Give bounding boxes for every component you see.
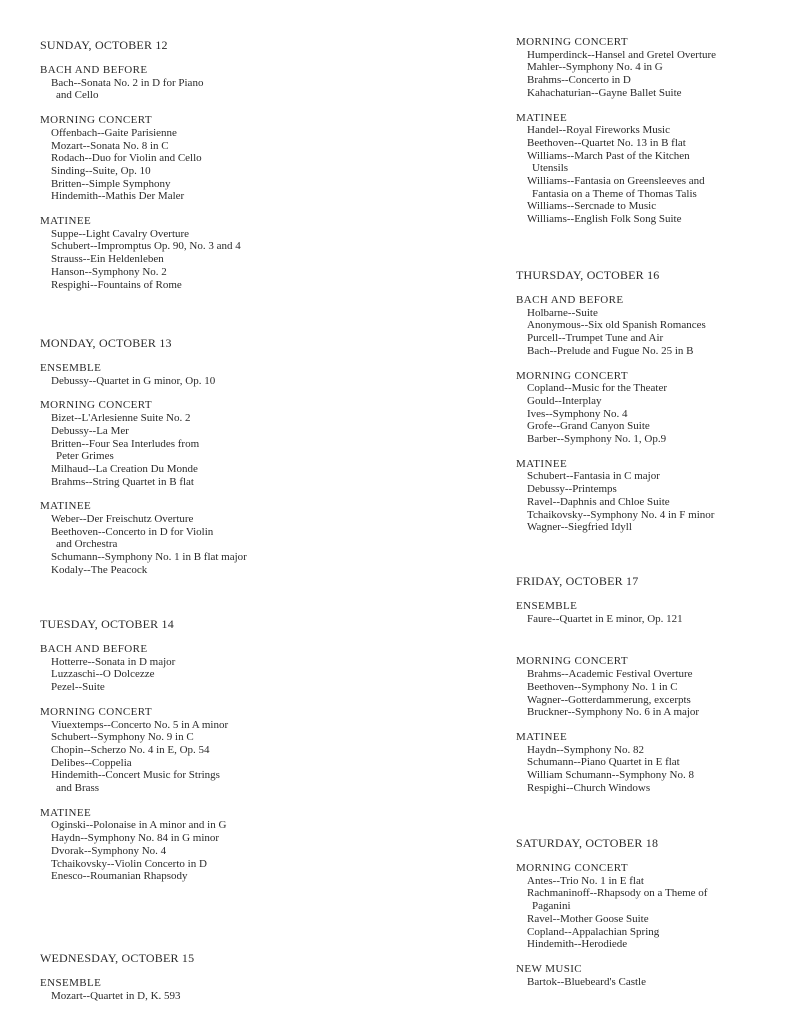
day-block-thursday-october-16 (516, 268, 786, 546)
section-title: BACH AND BEFORE (40, 643, 148, 655)
day-heading: FRIDAY, OCTOBER 17 (516, 574, 639, 588)
program-item (40, 253, 390, 266)
program-item-text: Beethoven--Concerto in D for Violin (51, 525, 214, 538)
program-item-text: Tchaikovsky--Symphony No. 4 in F minor (527, 508, 715, 521)
program-item (516, 706, 786, 719)
day-block-continued (516, 36, 786, 238)
section-matinee (516, 458, 786, 534)
program-item (40, 526, 390, 551)
program-item (40, 719, 390, 732)
section-ensemble (40, 362, 390, 387)
day-block-sunday-october-12 (40, 38, 390, 303)
section-title: NEW MUSIC (516, 962, 583, 975)
program-item (516, 61, 786, 74)
program-item-text: Hanson--Symphony No. 2 (51, 265, 167, 278)
program-item-text: Williams--Sercnade to Music (527, 200, 657, 213)
program-item-continuation: and Cello (56, 89, 99, 102)
section-title: MORNING CONCERT (40, 114, 152, 127)
section-title: BACH AND BEFORE (516, 294, 624, 306)
program-item (40, 77, 390, 102)
program-item (40, 375, 390, 388)
section-morning-concert (40, 706, 390, 795)
day-block-saturday-october-18 (516, 836, 786, 1000)
program-item-text: Mozart--Sonata No. 8 in C (51, 139, 169, 152)
program-item (516, 694, 786, 707)
program-item-text: Holbarne--Suite (527, 306, 598, 319)
program-item (516, 887, 786, 912)
program-item-text: Suppe--Light Cavalry Overture (51, 227, 190, 240)
program-item (40, 425, 390, 438)
program-item-text: Kahachaturian--Gayne Ballet Suite (527, 86, 682, 99)
section-title: MATINEE (516, 111, 568, 124)
program-item-text: Mahler--Symphony No. 4 in G (527, 61, 663, 74)
program-item-continuation: and Brass (56, 782, 100, 795)
program-item (516, 875, 786, 888)
program-item-text: Anonymous--Six old Spanish Romances (527, 319, 706, 332)
program-item-text: Antes--Trio No. 1 in E flat (527, 874, 644, 887)
program-item-text: Humperdinck--Hansel and Gretel Overture (527, 48, 717, 61)
section-morning-concert (40, 114, 390, 203)
program-item (40, 832, 390, 845)
program-item (516, 926, 786, 939)
program-item (516, 496, 786, 509)
program-item-text: Brahms--Academic Festival Overture (527, 668, 693, 681)
program-item-text: Respighi--Fountains of Rome (51, 278, 182, 291)
section-ensemble (40, 977, 390, 1002)
program-item-text: Offenbach--Gaite Parisienne (51, 126, 177, 139)
program-item-text: Hindemith--Herodiede (527, 938, 628, 951)
program-item-text: Chopin--Scherzo No. 4 in E, Op. 54 (51, 743, 210, 756)
program-item-text: Copland--Appalachian Spring (527, 925, 660, 938)
program-item-text: Williams--Fantasia on Greensleeves and (527, 175, 705, 188)
section-title: ENSEMBLE (516, 600, 578, 612)
program-item-text: Handel--Royal Fireworks Music (527, 124, 670, 137)
section-matinee (40, 215, 390, 291)
program-item-text: Luzzaschi--O Dolcezze (51, 668, 155, 681)
program-item (516, 769, 786, 782)
program-item-text: Debussy--Quartet in G minor, Op. 10 (51, 374, 216, 387)
program-item-text: Hindemith--Concert Music for Strings (51, 769, 220, 782)
program-item (516, 124, 786, 137)
program-item-text: Debussy--Printemps (527, 483, 617, 496)
program-item (516, 756, 786, 769)
program-item (40, 190, 390, 203)
program-item-text: Schumann--Piano Quartet in E flat (527, 756, 680, 769)
program-item (516, 782, 786, 795)
program-item (516, 395, 786, 408)
section-bach-and-before (516, 294, 786, 358)
program-item-text: Mozart--Quartet in D, K. 593 (51, 989, 181, 1002)
program-item-continuation: and Orchestra (56, 538, 118, 551)
section-bach-and-before (40, 643, 390, 694)
section-new-music (516, 963, 786, 988)
program-item-text: Williams--March Past of the Kitchen (527, 149, 690, 162)
program-item (516, 319, 786, 332)
program-item-text: Kodaly--The Peacock (51, 563, 148, 576)
section-title: MORNING CONCERT (516, 36, 628, 48)
section-title: MATINEE (40, 500, 92, 513)
program-item-continuation: Utensils (532, 162, 569, 175)
section-title: ENSEMBLE (40, 977, 102, 989)
program-item (40, 845, 390, 858)
section-bach-and-before (40, 64, 390, 102)
section-morning-concert (516, 370, 786, 446)
program-item-text: Debussy--La Mer (51, 424, 129, 437)
program-item-text: Bartok--Bluebeard's Castle (527, 975, 646, 988)
day-block-tuesday-october-14 (40, 617, 390, 895)
program-item-text: Grofe--Grand Canyon Suite (527, 420, 650, 433)
program-item (516, 150, 786, 175)
program-item (40, 668, 390, 681)
day-block-monday-october-13 (40, 336, 390, 589)
program-item-text: Barber--Symphony No. 1, Op.9 (527, 433, 667, 446)
program-item-text: Britten--Simple Symphony (51, 177, 171, 190)
program-item (516, 408, 786, 421)
day-heading: MONDAY, OCTOBER 13 (40, 336, 172, 350)
program-item-text: Strauss--Ein Heldenleben (51, 253, 164, 266)
program-item-continuation: Paganini (532, 900, 571, 913)
program-item-text: Dvorak--Symphony No. 4 (51, 844, 167, 857)
program-item (516, 87, 786, 100)
program-item-text: Rachmaninoff--Rhapsody on a Theme of (527, 887, 708, 900)
program-item (516, 137, 786, 150)
day-heading: TUESDAY, OCTOBER 14 (40, 617, 174, 631)
program-item (40, 990, 390, 1003)
program-item-text: Bruckner--Symphony No. 6 in A major (527, 706, 700, 719)
program-item-text: Beethoven--Quartet No. 13 in B flat (527, 136, 686, 149)
day-block-wednesday-october-15 (40, 951, 390, 1014)
program-item (40, 564, 390, 577)
program-item-text: Ravel--Daphnis and Chloe Suite (527, 495, 670, 508)
section-morning-concert (516, 862, 786, 951)
program-item-continuation: Peter Grimes (56, 450, 114, 463)
section-morning-concert (516, 36, 786, 100)
program-item (516, 200, 786, 213)
section-title: MATINEE (40, 215, 92, 228)
program-item (516, 307, 786, 320)
section-matinee (40, 807, 390, 883)
program-item-text: Schubert--Fantasia in C major (527, 470, 660, 483)
section-title: ENSEMBLE (40, 362, 102, 374)
program-item (40, 438, 390, 463)
program-item (40, 656, 390, 669)
program-item-text: Faure--Quartet in E minor, Op. 121 (527, 612, 683, 625)
day-heading: WEDNESDAY, OCTOBER 15 (40, 951, 195, 965)
program-item-text: Ives--Symphony No. 4 (527, 407, 628, 420)
program-item-text: Oginski--Polonaise in A minor and in G (51, 819, 227, 832)
program-item (516, 345, 786, 358)
program-item (40, 127, 390, 140)
section-title: MATINEE (516, 457, 568, 470)
program-item (40, 731, 390, 744)
program-item-text: Wagner--Gotterdammerung, excerpts (527, 693, 691, 706)
program-item-text: Sinding--Suite, Op. 10 (51, 164, 151, 177)
program-item-text: Wagner--Siegfried Idyll (527, 521, 632, 534)
day-block-friday-october-17 (516, 574, 786, 806)
program-item-text: William Schumann--Symphony No. 8 (527, 769, 694, 782)
program-item-text: Viuextemps--Concerto No. 5 in A minor (51, 718, 229, 731)
program-item (40, 178, 390, 191)
section-matinee (516, 112, 786, 226)
program-item-text: Tchaikovsky--Violin Concerto in D (51, 857, 207, 870)
program-item (516, 938, 786, 951)
section-title: MATINEE (516, 730, 568, 743)
program-item (516, 483, 786, 496)
program-item (516, 913, 786, 926)
program-item-text: Haydn--Symphony No. 84 in G minor (51, 832, 220, 845)
program-item (516, 382, 786, 395)
program-item (40, 266, 390, 279)
program-item-text: Beethoven--Symphony No. 1 in C (527, 680, 678, 693)
program-item (516, 433, 786, 446)
program-item (40, 140, 390, 153)
section-title: MATINEE (40, 806, 92, 819)
section-morning-concert (40, 399, 390, 488)
section-matinee (516, 731, 786, 795)
program-item-continuation: Fantasia on a Theme of Thomas Talis (532, 187, 697, 200)
day-heading: SATURDAY, OCTOBER 18 (516, 836, 659, 850)
day-heading: THURSDAY, OCTOBER 16 (516, 268, 660, 282)
program-item (40, 870, 390, 883)
program-item-text: Bach--Prelude and Fugue No. 25 in B (527, 344, 694, 357)
program-item (40, 152, 390, 165)
program-item (516, 470, 786, 483)
program-item (516, 976, 786, 989)
program-item-text: Schumann--Symphony No. 1 in B flat major (51, 551, 247, 564)
program-item (516, 744, 786, 757)
program-item (40, 165, 390, 178)
program-item-text: Bach--Sonata No. 2 in D for Piano (51, 76, 204, 89)
program-item (516, 668, 786, 681)
section-title: MORNING CONCERT (40, 399, 152, 412)
program-item (40, 279, 390, 292)
program-item (40, 240, 390, 253)
program-item-text: Brahms--String Quartet in B flat (51, 475, 194, 488)
program-item (40, 757, 390, 770)
program-item (40, 769, 390, 794)
program-item-text: Milhaud--La Creation Du Monde (51, 462, 198, 475)
day-heading: SUNDAY, OCTOBER 12 (40, 38, 168, 52)
program-item-text: Weber--Der Freischutz Overture (51, 513, 194, 526)
program-item-text: Haydn--Symphony No. 82 (527, 743, 645, 756)
program-item (516, 74, 786, 87)
program-item (516, 175, 786, 200)
program-item-text: Copland--Music for the Theater (527, 382, 668, 395)
program-item (40, 744, 390, 757)
program-item (40, 513, 390, 526)
program-item-text: Bizet--L'Arlesienne Suite No. 2 (51, 412, 191, 425)
program-item (40, 819, 390, 832)
program-item-text: Delibes--Coppelia (51, 756, 132, 769)
program-item-text: Williams--English Folk Song Suite (527, 213, 682, 226)
program-item (40, 476, 390, 489)
section-title: MORNING CONCERT (40, 705, 152, 718)
program-item-text: Rodach--Duo for Violin and Cello (51, 152, 202, 165)
program-item-text: Gould--Interplay (527, 394, 602, 407)
program-item (40, 858, 390, 871)
program-item (516, 332, 786, 345)
program-item (40, 412, 390, 425)
program-item (40, 681, 390, 694)
program-item-text: Ravel--Mother Goose Suite (527, 912, 649, 925)
program-item (516, 613, 786, 626)
program-item-text: Schubert--Impromptus Op. 90, No. 3 and 4 (51, 240, 241, 253)
section-title: MORNING CONCERT (516, 369, 628, 382)
program-item (516, 521, 786, 534)
program-item-text: Enesco--Roumanian Rhapsody (51, 870, 188, 883)
program-item (40, 551, 390, 564)
section-title: MORNING CONCERT (516, 862, 628, 874)
program-item-text: Brahms--Concerto in D (527, 74, 631, 87)
program-item (40, 463, 390, 476)
program-item (516, 509, 786, 522)
section-ensemble (516, 600, 786, 625)
program-item (516, 213, 786, 226)
section-morning-concert (516, 655, 786, 719)
section-title: MORNING CONCERT (516, 655, 628, 668)
section-title: BACH AND BEFORE (40, 64, 148, 76)
program-item (516, 681, 786, 694)
program-item-text: Schubert--Symphony No. 9 in C (51, 731, 194, 744)
program-item-text: Hindemith--Mathis Der Maler (51, 190, 185, 203)
program-item-text: Pezel--Suite (51, 681, 105, 694)
program-item-text: Purcell--Trumpet Tune and Air (527, 332, 664, 345)
program-item-text: Respighi--Church Windows (527, 781, 651, 794)
program-item-text: Britten--Four Sea Interludes from (51, 437, 200, 450)
program-item-text: Hotterre--Sonata in D major (51, 655, 176, 668)
program-item (516, 49, 786, 62)
section-matinee (40, 500, 390, 576)
program-item (40, 228, 390, 241)
program-item (516, 420, 786, 433)
